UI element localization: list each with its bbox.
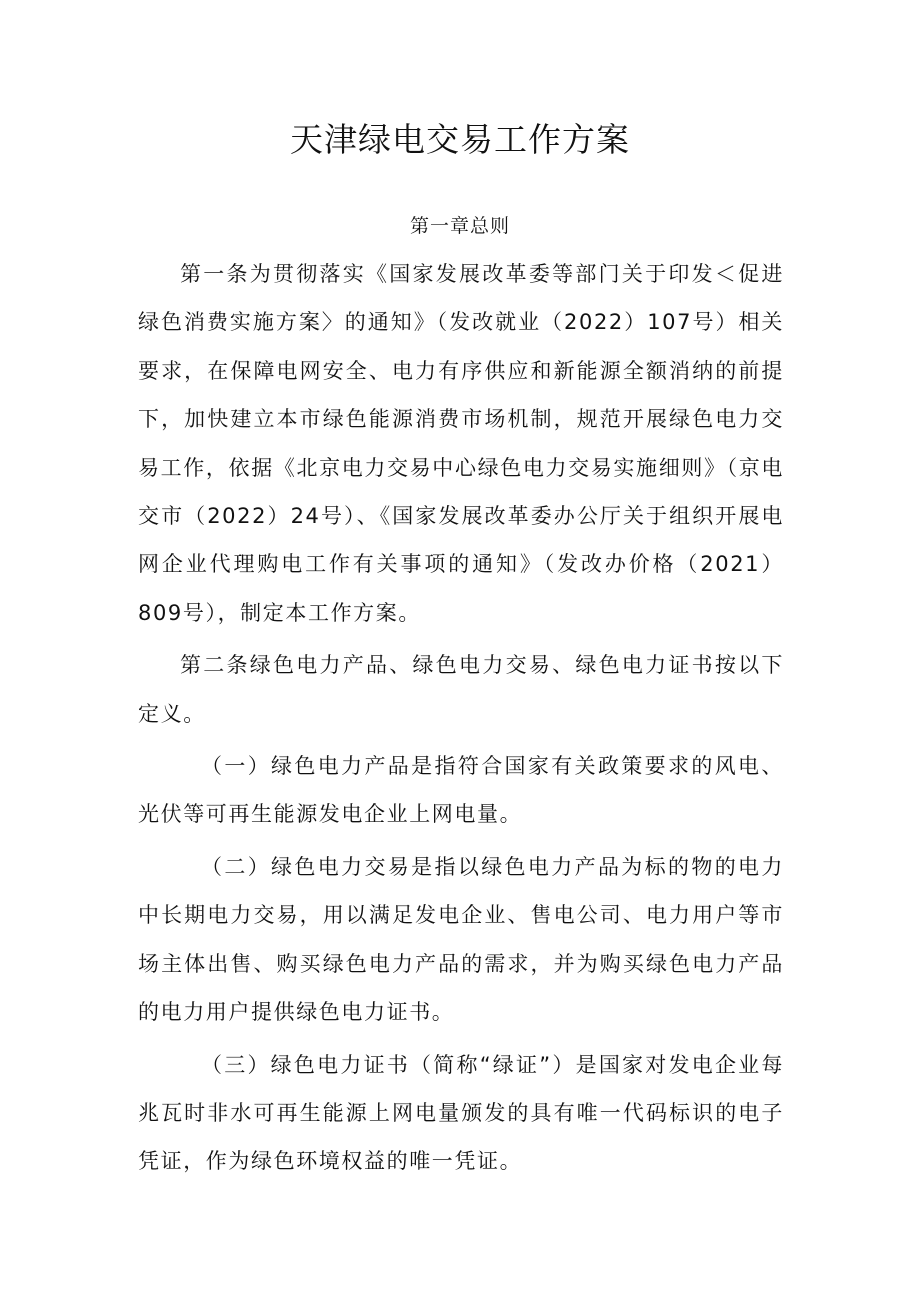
document-body: [138, 250, 784, 1186]
document-title: 天津绿电交易工作方案: [290, 120, 630, 159]
article-1-lead: 第一条: [180, 262, 250, 286]
chapter-heading: 第一章总则: [409, 215, 510, 237]
article-1-text: 为贯彻落实《国家发展改革委等部门关于印发＜促进绿色消费实施方案〉的通知》（发改就业（2022）107号）相关要求，在保障电网安全、电力有序供应和新能源全额消纳的前提下，加快建立本市绿色能源消费市场机制，规范开展绿色电力交易工作，依据《北京电力交易中心绿色电力交易实施细则》（京电交市（2022）24号）、《国家发展改革委办公厅关于组织开展电网企业代理购电工作有关事项的通知》（发改办价格（2021）809号），制定本工作方案。: [138, 262, 784, 625]
definition-item-2: （二）绿色电力交易是指以绿色电力产品为标的物的电力中长期电力交易，用以满足发电企业、售电公司、电力用户等市场主体出售、购买绿色电力产品的需求，并为购买绿色电力产品的电力用户提供绿色电力证书。: [138, 854, 784, 1025]
article-2-text: 绿色电力产品、绿色电力交易、绿色电力证书按以下定义。: [138, 653, 784, 726]
article-1: [138, 250, 784, 637]
article-2: [138, 641, 784, 738]
definition-item-3: （三）绿色电力证书（简称“绿证”）是国家对发电企业每兆瓦时非水可再生能源上网电量颁发的具有唯一代码标识的电子凭证，作为绿色环境权益的唯一凭证。: [138, 1052, 784, 1174]
definition-item-1: （一）绿色电力产品是指符合国家有关政策要求的风电、光伏等可再生能源发电企业上网电量。: [138, 754, 784, 827]
article-2-lead: 第二条: [180, 653, 250, 678]
